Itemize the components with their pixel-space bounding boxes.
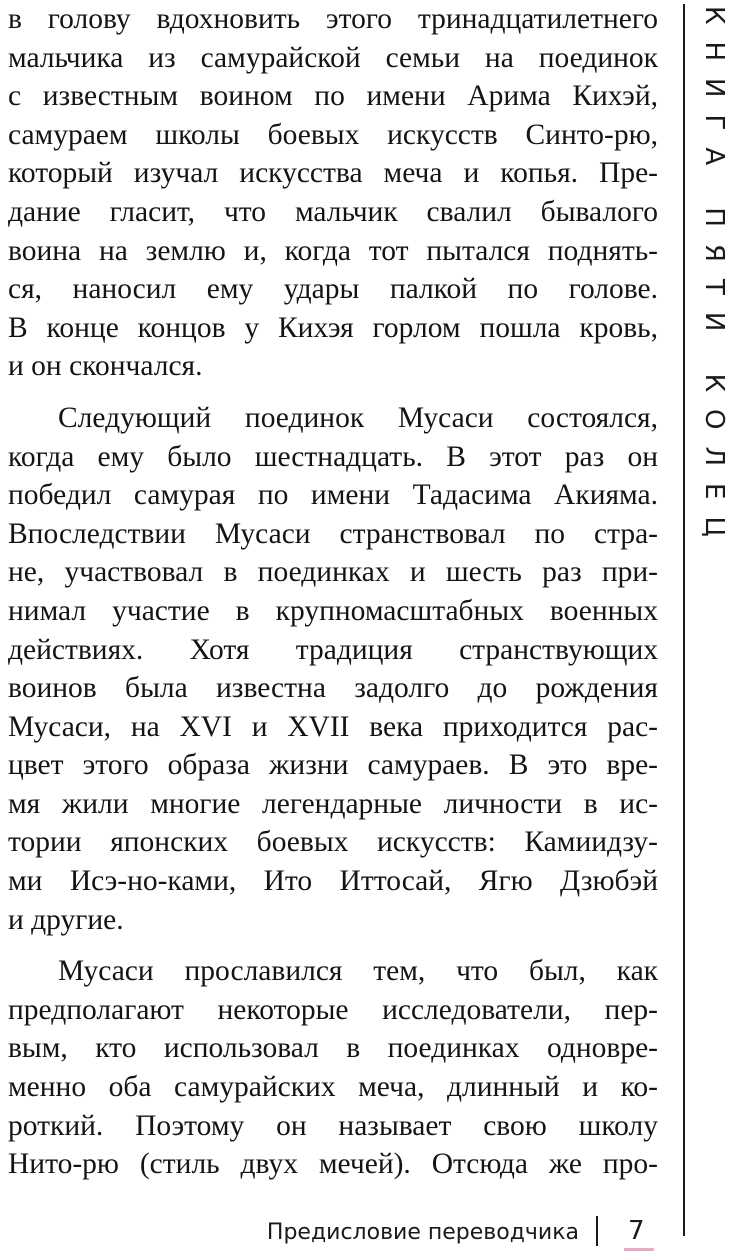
text-line: мальчика из самурайской семьи на поединок: [8, 41, 658, 74]
text-line: ми Исэ-но-ками, Ито Иттосай, Ягю Дзюбэй: [8, 865, 658, 898]
text-line: роткий. Поэтому он называет свою школу: [8, 1109, 658, 1142]
footer-divider: [596, 1216, 598, 1246]
text-line: победил самурая по имени Тадасима Акияма.: [8, 479, 658, 512]
text-line: воинов была известна задолго до рождения: [8, 672, 658, 705]
text-line: с известным воином по имени Арима Кихэй,: [8, 80, 658, 113]
margin-rule: [683, 4, 685, 1236]
text-line: В конце концов у Кихэя горлом пошла кровь,: [8, 311, 658, 344]
page-number: 7: [628, 1216, 645, 1246]
section-title: Предисловие переводчика: [266, 1220, 579, 1245]
running-title: КНИГА ПЯТИ КОЛЕЦ: [699, 6, 729, 554]
text-line: тории японских боевых искусств: Камиидзу-: [8, 826, 658, 859]
page-footer: [0, 1212, 744, 1252]
text-line: вым, кто использовал в поединках одновре-: [8, 1032, 658, 1065]
text-line: и он скончался.: [8, 350, 203, 383]
text-line: Мусаси, на XVI и XVII века приходится рас-: [8, 710, 658, 743]
text-line: не, участвовал в поединках и шесть раз при-: [8, 556, 658, 589]
text-line: мя жили многие легендарные личности в ис-: [8, 787, 658, 820]
text-line: Следующий поединок Мусаси состоялся,: [58, 401, 658, 434]
paragraph-2: [8, 399, 658, 939]
text-line: Мусаси прославился тем, что был, как: [58, 955, 658, 988]
text-line: действиях. Хотя традиция странствующих: [8, 633, 658, 666]
text-line: и другие.: [8, 903, 124, 936]
text-line: в голову вдохновить этого тринадцатилетнего: [8, 3, 658, 35]
paragraph-1: [8, 0, 658, 386]
text-line: цвет этого образа жизни самураев. В это вре-: [8, 749, 658, 782]
text-line: дание гласит, что мальчик свалил бывалого: [8, 195, 658, 228]
text-line: нимал участие в крупномасштабных военных: [8, 594, 658, 627]
text-line: Нито-рю (стиль двух мечей). Отсюда же про-: [8, 1148, 658, 1181]
paragraph-gap: [8, 386, 658, 399]
text-line: предполагают некоторые исследователи, пер-: [8, 993, 658, 1026]
text-line: когда ему было шестнадцать. В этот раз он: [8, 440, 658, 473]
paragraph-gap: [8, 939, 658, 952]
text-line: ся, наносил ему удары палкой по голове.: [8, 273, 658, 306]
text-line: Впоследствии Мусаси странствовал по стра-: [8, 517, 658, 550]
body-text: [8, 0, 658, 1184]
text-line: который изучал искусства меча и копья. Пре-: [8, 157, 658, 190]
text-line: самураем школы боевых искусств Синто-рю,: [8, 118, 658, 151]
page-number-underline: [624, 1248, 654, 1251]
text-line: воина на землю и, когда тот пытался поднять-: [8, 234, 658, 267]
paragraph-3: [8, 952, 658, 1184]
text-line: менно оба самурайских меча, длинный и ко-: [8, 1071, 658, 1104]
